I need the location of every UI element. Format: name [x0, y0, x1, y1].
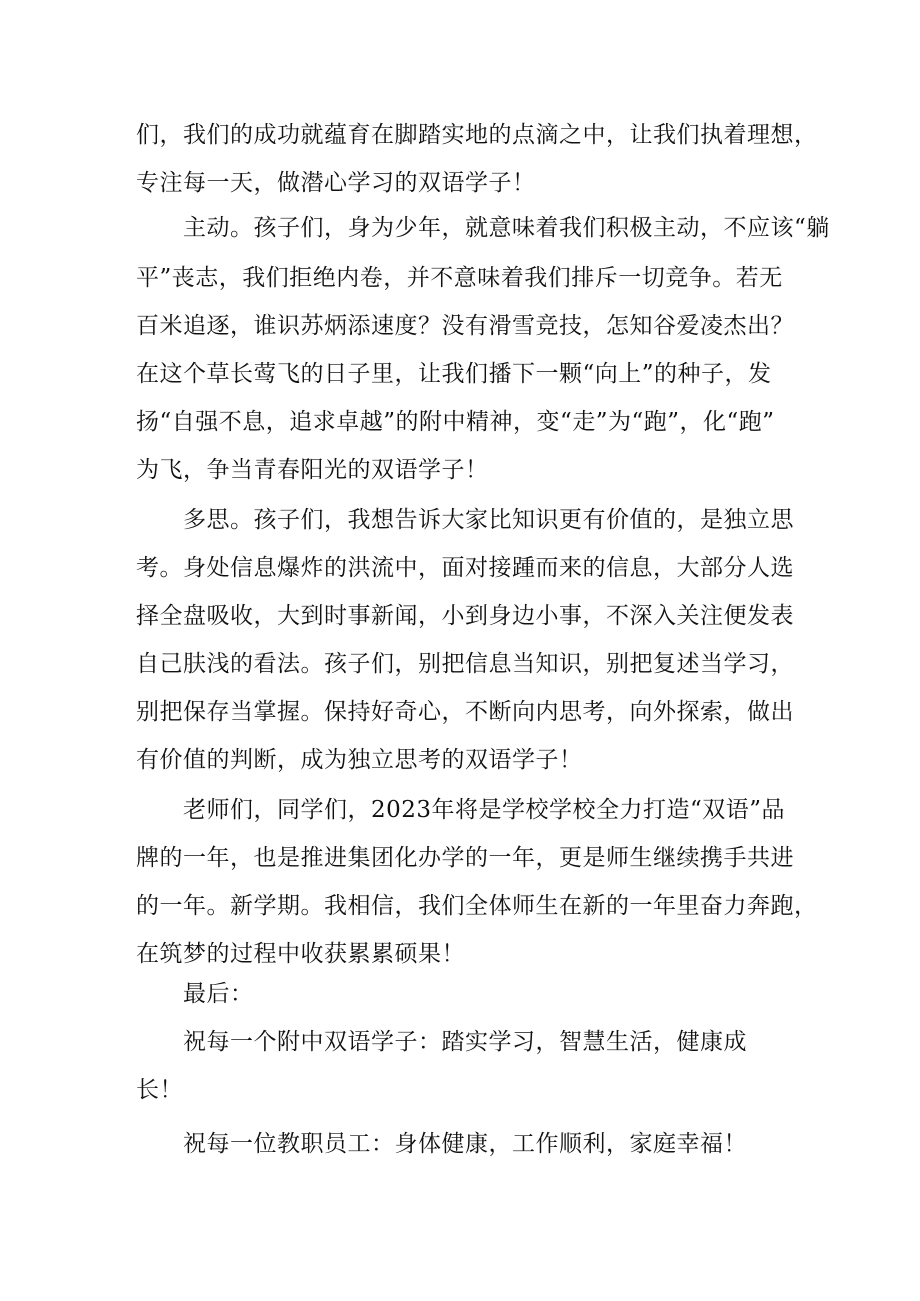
text-line: 择全盘吸收，大到时事新闻，小到身边小事，不深入关注便发表 — [136, 603, 794, 629]
text-line: 有价值的判断，成为独立思考的双语学子！ — [136, 747, 583, 773]
text-line: 为飞，争当青春阳光的双语学子！ — [136, 457, 489, 483]
text-line: 别把保存当掌握。保持好奇心，不断向内思考，向外探索，做出 — [136, 699, 794, 725]
text-line: 主动。孩子们，身为少年，就意味着我们积极主动，不应该“躺 — [183, 215, 830, 241]
text-line: 百米追逐，谁识苏炳添速度？没有滑雪竞技，怎知谷爱凌杰出？ — [136, 313, 794, 339]
text-line: 祝每一位教职员工：身体健康，工作顺利，家庭幸福！ — [183, 1131, 747, 1157]
text-line: 老师们，同学们，2023年将是学校学校全力打造“双语”品 — [183, 797, 786, 823]
text-line: 在这个草长莺飞的日子里，让我们播下一颗“向上”的种子，发 — [136, 361, 772, 387]
text-line: 专注每一天，做潜心学习的双语学子！ — [136, 170, 536, 196]
text-line: 在筑梦的过程中收获累累硕果！ — [136, 941, 465, 967]
text-line: 祝每一个附中双语学子：踏实学习，智慧生活，健康成 — [183, 1029, 747, 1055]
text-line: 们，我们的成功就蕴育在脚踏实地的点滴之中，让我们执着理想， — [136, 122, 818, 148]
text-line: 考。身处信息爆炸的洪流中，面对接踵而来的信息，大部分人选 — [136, 555, 794, 581]
text-line: 扬“自强不息，追求卓越”的附中精神，变“走”为“跑”，化“跑” — [136, 409, 775, 435]
text-line: 自己肤浅的看法。孩子们，别把信息当知识，别把复述当学习， — [136, 651, 794, 677]
text-line: 牌的一年，也是推进集团化办学的一年，更是师生继续携手共进 — [136, 845, 794, 871]
text-line: 最后： — [183, 981, 254, 1007]
text-line: 长！ — [136, 1077, 183, 1103]
text-line: 平”丧志，我们拒绝内卷，并不意味着我们排斥一切竞争。若无 — [136, 265, 783, 291]
text-line: 的一年。新学期。我相信，我们全体师生在新的一年里奋力奔跑， — [136, 893, 818, 919]
text-line: 多思。孩子们，我想告诉大家比知识更有价值的，是独立思 — [183, 507, 794, 533]
